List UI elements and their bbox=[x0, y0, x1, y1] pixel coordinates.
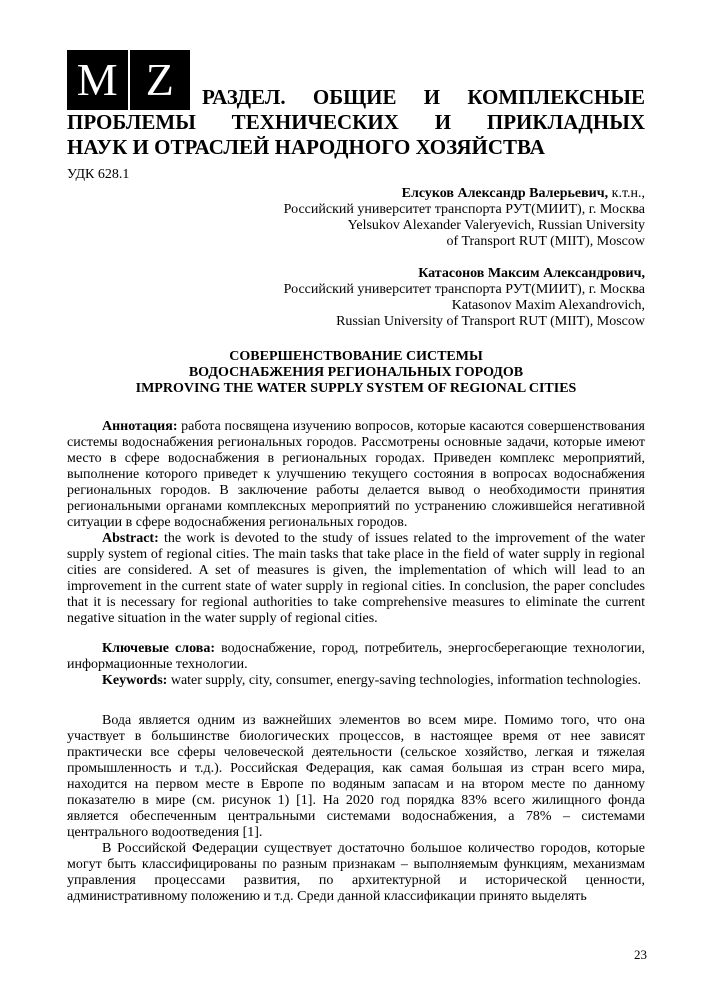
author-block-2 bbox=[67, 266, 645, 330]
article-title bbox=[67, 349, 645, 397]
abstract-ru-text: работа посвящена изучению вопросов, которые касаются совершенствования системы водоснабжения региональных городов. Рассмотрены основные задачи, которые имеют место в сфере водоснабжения в региональных городах. Приведен комплекс мероприятий, выполнение которого приведет к улучшению текущего состояния в вопросах водоснабжения региональных городов. В заключение работы делается вывод о необходимости принятия региональными органами комплексных мероприятий по устранению сложившейся негативной ситуации в сфере водоснабжения региональных городов. bbox=[67, 419, 645, 530]
udc-code: УДК 628.1 bbox=[67, 167, 130, 182]
author-1-name-line bbox=[67, 186, 645, 202]
author-2-en-line-2: Russian University of Transport RUT (MIIT), Moscow bbox=[336, 314, 645, 329]
author-2-en-line-1: Katasonov Maxim Alexandrovich, bbox=[451, 298, 645, 313]
keywords-en-text: water supply, city, consumer, energy-saving technologies, information technologies. bbox=[170, 673, 641, 688]
journal-header bbox=[67, 50, 645, 110]
keywords-ru bbox=[67, 641, 645, 673]
section-title-line-1: РАЗДЕЛ. ОБЩИЕ И КОМПЛЕКСНЫЕ bbox=[202, 85, 645, 109]
logo-left-cell bbox=[67, 50, 128, 110]
article-title-ru-line-2: ВОДОСНАБЖЕНИЯ РЕГИОНАЛЬНЫХ ГОРОДОВ bbox=[188, 365, 524, 380]
article-title-en: IMPROVING THE WATER SUPPLY SYSTEM OF REGIONAL CITIES bbox=[135, 381, 577, 396]
abstract-ru-label: Аннотация: bbox=[102, 419, 178, 434]
author-1-name: Елсуков Александр Валерьевич, bbox=[401, 186, 609, 201]
keywords-en-label: Keywords: bbox=[102, 673, 168, 688]
journal-logo bbox=[67, 50, 190, 110]
abstract-ru bbox=[67, 419, 645, 531]
section-title-line-2: ПРОБЛЕМЫ ТЕХНИЧЕСКИХ И ПРИКЛАДНЫХ bbox=[67, 110, 645, 134]
author-block-1 bbox=[67, 186, 645, 250]
author-2-name: Катасонов Максим Александрович, bbox=[418, 266, 645, 281]
abstract-en-label: Abstract: bbox=[102, 531, 159, 546]
author-2-name-line bbox=[67, 266, 645, 282]
author-1-en-line-2: of Transport RUT (MIIT), Moscow bbox=[446, 234, 645, 249]
keywords-ru-label: Ключевые слова: bbox=[102, 641, 215, 656]
page-number: 23 bbox=[634, 947, 647, 962]
body-paragraph-1: Вода является одним из важнейших элементов во всем мире. Помимо того, что она участвует в большинстве биологических процессов, в настоящее время от нее зависят практически все сферы человеческой деятельности (сельское хозяйство, легкая и тяжелая промышленность и т.д.). Российская Федерация, как самая большая из стран всего мира, находится на первом месте в Европе по водяным запасам и на втором месте по данному показателю в мире (см. рисунок 1) [1]. На 2020 год порядка 83% всего жилищного фонда является обеспеченным центральными системами водоснабжения, а 78% – системами центрального водоотведения [1]. bbox=[67, 713, 645, 840]
abstract-en bbox=[67, 531, 645, 627]
article-title-ru-line-1: СОВЕРШЕНСТВОВАНИЕ СИСТЕМЫ bbox=[229, 349, 483, 364]
author-1-degree: к.т.н., bbox=[608, 186, 645, 201]
author-2-affiliation-ru: Российский университет транспорта РУТ(МИИТ), г. Москва bbox=[283, 282, 645, 297]
keywords-en bbox=[67, 673, 645, 689]
keywords-ru-text: водоснабжение, город, потребитель, энергосберегающие технологии, информационные технологии. bbox=[67, 641, 645, 672]
abstract-en-text: the work is devoted to the study of issues related to the improvement of the water supply system of regional cities. The main tasks that take place in the field of water supply in regional cities are considered. A set of measures is given, the implementation of which will lead to an improvement in the current state of water supply in regional cities. In conclusion, the paper concludes that it is necessary for regional authorities to take comprehensive measures to eliminate the current negative situation in the water supply of regional cities. bbox=[67, 531, 645, 626]
author-1-en-line-1: Yelsukov Alexander Valeryevich, Russian University bbox=[347, 218, 645, 233]
logo-letter-z: Z bbox=[145, 54, 174, 105]
page-content bbox=[67, 50, 645, 905]
logo-right-cell bbox=[130, 50, 191, 110]
section-title-line-3: НАУК И ОТРАСЛЕЙ НАРОДНОГО ХОЗЯЙСТВА bbox=[67, 135, 545, 159]
logo-letter-m: M bbox=[76, 54, 118, 105]
author-1-affiliation-ru: Российский университет транспорта РУТ(МИИТ), г. Москва bbox=[283, 202, 645, 217]
body-paragraph-2: В Российской Федерации существует достаточно большое количество городов, которые могут быть классифицированы по разным признакам – выполняемым функциям, механизмам управления процессами развития, по архитектурной и исторической ценности, административному положению и т.д. Среди данной классификации принято выделять bbox=[67, 841, 645, 904]
